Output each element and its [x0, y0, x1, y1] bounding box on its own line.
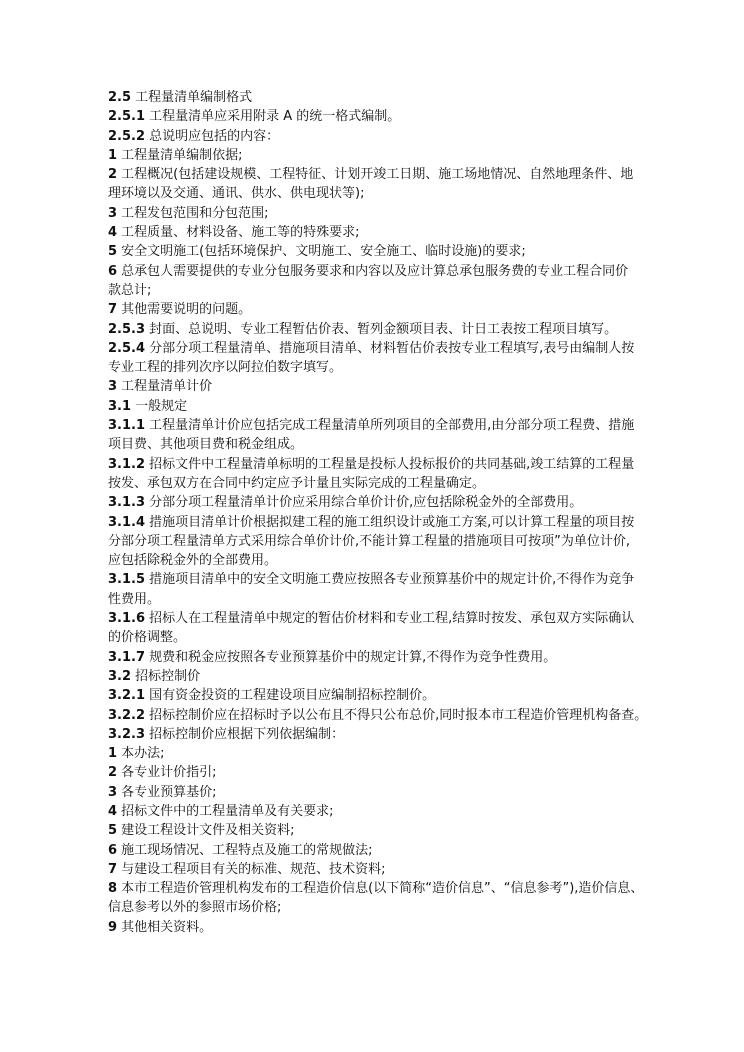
clause-text: 应包括除税金外的全部费用。: [108, 553, 278, 569]
clause-number: 9: [108, 919, 118, 935]
text-line: [108, 165, 640, 184]
clause-number: 3.1.7: [108, 649, 146, 665]
text-line: [108, 107, 640, 126]
text-line: [108, 686, 640, 705]
clause-number: 8: [108, 881, 118, 897]
text-line: [108, 898, 640, 917]
clause-text: 招标人在工程量清单中规定的暂估价材料和专业工程,结算时按发、承包双方实际确认: [145, 611, 635, 627]
clause-number: 3.1: [108, 398, 132, 414]
text-line: [108, 725, 640, 744]
clause-number: 4: [108, 803, 118, 819]
text-line: [108, 860, 640, 879]
clause-number: 3.2: [108, 668, 132, 684]
clause-number: 4: [108, 225, 118, 241]
clause-number: 3: [108, 784, 118, 800]
clause-text: 总承包人需要提供的专业分包服务要求和内容以及应计算总承包服务费的专业工程合同价: [117, 263, 629, 279]
clause-number: 2.5: [108, 90, 132, 105]
clause-text: 国有资金投资的工程建设项目应编制招标控制价。: [145, 688, 436, 704]
clause-number: 5: [108, 823, 118, 839]
text-line: [108, 648, 640, 667]
clause-text: 工程量清单应采用附录 A 的统一格式编制。: [145, 109, 401, 125]
text-line: [108, 551, 640, 570]
text-line: [108, 590, 640, 609]
clause-text: 招标控制价应根据下列依据编制：: [145, 726, 345, 742]
clause-number: 3.1.1: [108, 418, 146, 434]
clause-number: 1: [108, 147, 118, 163]
clause-text: 规费和税金应按照各专业预算基价中的规定计算,不得作为竞争性费用。: [145, 649, 557, 665]
clause-text: 性费用。: [108, 591, 161, 607]
clause-text: 分部分项工程量清单、措施项目清单、材料暂估价表按专业工程填写,表号由编制人按: [145, 340, 635, 356]
clause-text: 招标文件中的工程量清单及有关要求;: [117, 803, 334, 819]
clause-text: 其他相关资料。: [117, 919, 213, 935]
text-line: [108, 146, 640, 165]
text-line: [108, 377, 640, 396]
text-line: [108, 435, 640, 454]
clause-number: 2.5.1: [108, 109, 146, 125]
clause-number: 3.2.1: [108, 688, 146, 704]
text-line: [108, 88, 640, 107]
clause-text: 招标控制价应在招标时予以公布且不得只公布总价,同时报本市工程造价管理机构备查。: [145, 707, 648, 723]
clause-number: 3.2.2: [108, 707, 146, 723]
text-line: [108, 532, 640, 551]
text-line: [108, 763, 640, 782]
clause-text: 本办法;: [117, 746, 165, 762]
clause-text: 封面、总说明、专业工程暂估价表、暂列金额项目表、计日工表按工程项目填写。: [145, 321, 618, 337]
text-line: [108, 242, 640, 261]
clause-text: 的价格调整。: [108, 630, 187, 646]
clause-text: 按发、承包双方在合同中约定应予计量且实际完成的工程量确定。: [108, 475, 486, 491]
clause-number: 5: [108, 244, 118, 260]
clause-text: 各专业预算基价;: [117, 784, 217, 800]
text-line: [108, 416, 640, 435]
clause-text: 与建设工程项目有关的标准、规范、技术资料;: [117, 861, 386, 877]
clause-text: 分部分项工程量清单方式采用综合单价计价,不能计算工程量的措施项目可按项”为单位计价,: [108, 533, 631, 549]
clause-number: 3: [108, 205, 118, 221]
text-line: [108, 783, 640, 802]
clause-number: 2.5.3: [108, 321, 146, 337]
text-line: [108, 821, 640, 840]
clause-text: 工程量清单编制依据;: [117, 147, 243, 163]
clause-number: 2.5.4: [108, 340, 146, 356]
clause-text: 工程发包范围和分包范围;: [117, 205, 269, 221]
text-line: [108, 204, 640, 223]
clause-text: 本市工程造价管理机构发布的工程造价信息(以下简称“造价信息”、“信息参考”),造价信息、: [117, 881, 644, 897]
clause-text: 一般规定: [131, 398, 188, 414]
clause-number: 3.1.5: [108, 572, 146, 588]
clause-text: 施工现场情况、工程特点及施工的常规做法;: [117, 842, 373, 858]
text-line: [108, 320, 640, 339]
clause-text: 分部分项工程量清单计价应采用综合单价计价,应包括除税金外的全部费用。: [145, 495, 583, 511]
text-line: [108, 339, 640, 358]
clause-number: 7: [108, 861, 118, 877]
clause-text: 信息参考以外的参照市场价格;: [108, 900, 282, 916]
text-line: [108, 609, 640, 628]
clause-text: 总说明应包括的内容：: [145, 128, 280, 144]
clause-number: 3.1.2: [108, 456, 146, 472]
clause-text: 措施项目清单计价根据拟建工程的施工组织设计或施工方案,可以计算工程量的项目按: [145, 514, 635, 530]
text-line: [108, 802, 640, 821]
clause-number: 2: [108, 765, 118, 781]
clause-text: 工程量清单计价: [117, 379, 213, 395]
text-line: [108, 570, 640, 589]
clause-text: 工程量清单计价应包括完成工程量清单所列项目的全部费用,由分部分项工程费、措施: [145, 418, 635, 434]
text-line: [108, 879, 644, 898]
clause-number: 2: [108, 167, 118, 183]
text-line: [108, 474, 640, 493]
clause-text: 项目费、其他项目费和税金组成。: [108, 437, 304, 453]
clause-text: 招标控制价: [131, 668, 201, 684]
clause-text: 招标文件中工程量清单标明的工程量是投标人投标报价的共同基础,竣工结算的工程量: [145, 456, 635, 472]
clause-number: 7: [108, 302, 118, 318]
text-line: [108, 455, 640, 474]
clause-number: 3.2.3: [108, 726, 146, 742]
text-line: [108, 223, 640, 242]
clause-number: 6: [108, 842, 118, 858]
text-line: [108, 127, 640, 146]
clause-text: 建设工程设计文件及相关资料;: [117, 823, 295, 839]
text-line: [108, 184, 640, 203]
text-line: [108, 841, 640, 860]
clause-number: 6: [108, 263, 118, 279]
text-line: [108, 628, 640, 647]
document-body: [108, 88, 648, 937]
text-line: [108, 513, 640, 532]
text-line: [108, 300, 640, 319]
text-line: [108, 358, 640, 377]
clause-text: 其他需要说明的问题。: [117, 302, 252, 318]
clause-text: 安全文明施工(包括环境保护、文明施工、安全施工、临时设施)的要求;: [117, 244, 526, 260]
clause-text: 专业工程的排列次序以阿拉伯数字填写。: [108, 360, 343, 376]
clause-number: 1: [108, 746, 118, 762]
clause-number: 3: [108, 379, 118, 395]
clause-text: 理环境以及交通、通讯、供水、供电现状等);: [108, 186, 365, 202]
clause-number: 3.1.3: [108, 495, 146, 511]
text-line: [108, 744, 640, 763]
text-line: [108, 281, 640, 300]
clause-text: 工程量清单编制格式: [131, 90, 253, 105]
clause-text: 措施项目清单中的安全文明施工费应按照各专业预算基价中的规定计价,不得作为竞争: [145, 572, 635, 588]
clause-text: 工程概况(包括建设规模、工程特征、计划开竣工日期、施工场地情况、自然地理条件、地: [117, 167, 634, 183]
clause-text: 各专业计价指引;: [117, 765, 217, 781]
clause-number: 2.5.2: [108, 128, 146, 144]
text-line: [108, 262, 640, 281]
text-line: [108, 397, 640, 416]
clause-text: 工程质量、材料设备、施工等的特殊要求;: [117, 225, 360, 241]
text-line: [108, 493, 640, 512]
clause-text: 款总计;: [108, 282, 152, 298]
clause-number: 3.1.6: [108, 611, 146, 627]
text-line: [108, 706, 648, 725]
text-line: [108, 918, 640, 937]
text-line: [108, 667, 640, 686]
clause-number: 3.1.4: [108, 514, 146, 530]
